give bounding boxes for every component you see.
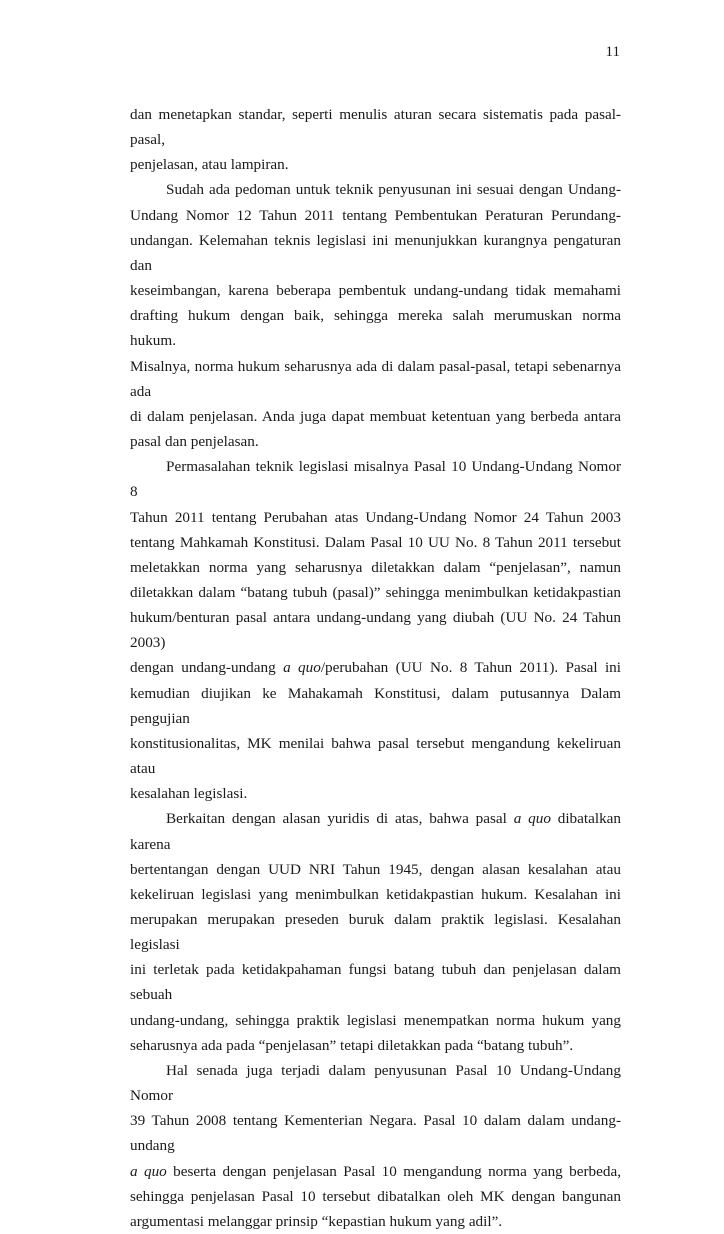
text-line: dan menetapkan standar, seperti menulis aturan secara sistematis pada pasal-pasal, [130,106,621,149]
paragraph [130,806,621,1058]
text-line: drafting hukum dengan baik, sehingga mereka salah merumuskan norma hukum. [130,307,621,350]
text-line: penjelasan, atau lampiran. [130,156,289,174]
paragraph [130,177,621,454]
text-line: merupakan merupakan preseden buruk dalam praktik legislasi. Kesalahan legislasi [130,911,621,954]
text-line: keseimbangan, karena beberapa pembentuk undang-undang tidak memahami [130,282,621,300]
italic-term: a quo [283,659,321,677]
italic-term: a quo [513,810,551,828]
paragraph [130,454,621,806]
text-line: Hal senada juga terjadi dalam penyusunan Pasal 10 Undang-Undang Nomor [130,1061,621,1105]
text-line: hukum/benturan pasal antara undang-undang yang diubah (UU No. 24 Tahun 2003) [130,609,621,652]
text-line: meletakkan norma yang seharusnya diletakkan dalam “penjelasan”, namun [130,558,621,576]
text-line: sehingga penjelasan Pasal 10 tersebut dibatalkan oleh MK dengan bangunan [130,1187,621,1205]
text-line: undangan. Kelemahan teknis legislasi ini menunjukkan kurangnya pengaturan dan [130,231,621,274]
text-line: Misalnya, norma hukum seharusnya ada di dalam pasal-pasal, tetapi sebenarnya ada [130,357,621,400]
text-line: 39 Tahun 2008 tentang Kementerian Negara. Pasal 10 dalam dalam undang-undang [130,1112,621,1155]
text-line: a quo beserta dengan penjelasan Pasal 10 mengandung norma yang berbeda, [130,1162,622,1180]
page-number: 11 [605,44,620,60]
text-line: seharusnya ada pada “penjelasan” tetapi diletakkan pada “batang tubuh”. [130,1036,574,1054]
text-line: kemudian diujikan ke Mahakamah Konstitusi, dalam putusannya Dalam pengujian [130,684,621,727]
text-line: bertentangan dengan UUD NRI Tahun 1945, dengan alasan kesalahan atau [130,860,621,878]
text-line: Undang Nomor 12 Tahun 2011 tentang Pembentukan Peraturan Perundang- [130,206,621,224]
italic-term: a quo [130,1162,167,1180]
text-line: Berkaitan dengan alasan yuridis di atas, bahwa pasal a quo dibatalkan karena [130,810,622,853]
text-line: kekeliruan legislasi yang menimbulkan ketidakpastian hukum. Kesalahan ini [130,885,621,903]
text-line: Tahun 2011 tentang Perubahan atas Undang-Undang Nomor 24 Tahun 2003 [130,508,621,526]
paragraph [130,1058,621,1234]
text-line: undang-undang, sehingga praktik legislasi menempatkan norma hukum yang [130,1011,621,1029]
text-line: konstitusionalitas, MK menilai bahwa pasal tersebut mengandung kekeliruan atau [130,734,621,778]
document-body [130,102,621,1234]
text-line: kesalahan legislasi. [130,785,248,803]
text-line: di dalam penjelasan. Anda juga dapat membuat ketentuan yang berbeda antara [130,407,621,425]
paragraph [130,102,621,177]
text-line: dengan undang-undang a quo/perubahan (UU No. 8 Tahun 2011). Pasal ini [130,659,621,677]
text-line: pasal dan penjelasan. [130,433,259,451]
text-line: tentang Mahkamah Konstitusi. Dalam Pasal 10 UU No. 8 Tahun 2011 tersebut [130,533,621,551]
text-line: diletakkan dalam “batang tubuh (pasal)” sehingga menimbulkan ketidakpastian [130,583,621,601]
text-line: Sudah ada pedoman untuk teknik penyusunan ini sesuai dengan Undang- [166,181,621,199]
text-line: ini terletak pada ketidakpahaman fungsi batang tubuh dan penjelasan dalam sebuah [130,961,621,1004]
text-line: Permasalahan teknik legislasi misalnya Pasal 10 Undang-Undang Nomor 8 [130,458,621,501]
text-line: argumentasi melanggar prinsip “kepastian hukum yang adil”. [130,1212,503,1230]
